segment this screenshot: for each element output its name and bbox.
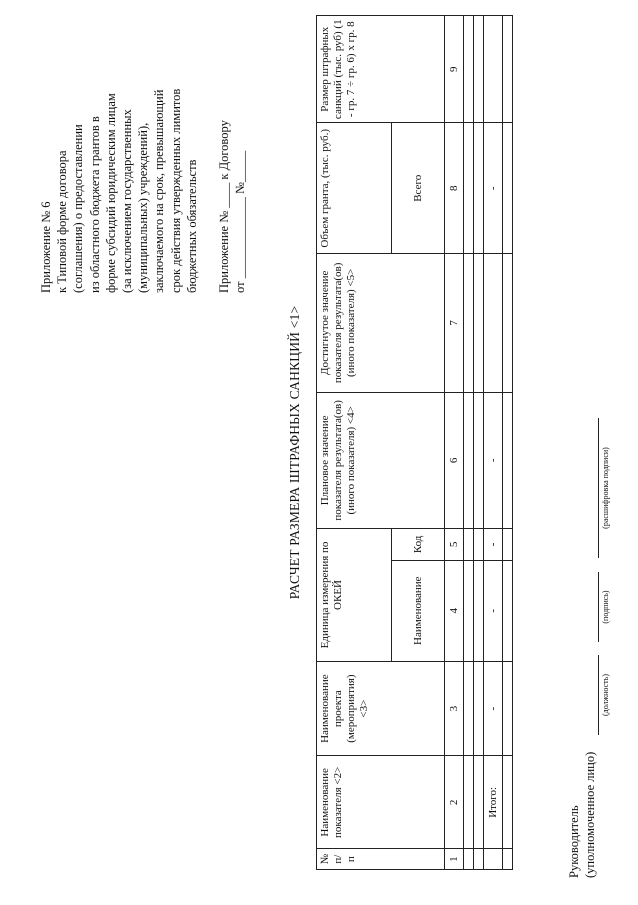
appendix-block — [38, 0, 248, 293]
appendix-ref-date-line: от _____________ №_____ — [233, 150, 248, 293]
header-num: № п/п — [317, 849, 445, 870]
appendix-line: (соглашения) о предоставлении — [71, 124, 86, 293]
total-cell: - — [484, 661, 503, 756]
total-label: Итого: — [484, 756, 503, 849]
signature-block — [566, 178, 626, 878]
col-number: 7 — [445, 254, 464, 392]
signature-field: (подпись) — [598, 572, 610, 642]
col-number: 4 — [445, 560, 464, 661]
total-cell: - — [484, 392, 503, 529]
total-cell: - — [484, 529, 503, 561]
header-okei-code: Код — [392, 529, 445, 561]
position-field: (должность) — [598, 655, 610, 735]
total-row — [484, 16, 503, 870]
signature-decoding-field: (расшифровка подписи) — [598, 418, 610, 558]
column-number-row — [445, 16, 464, 870]
col-number: 9 — [445, 16, 464, 123]
header-grant-total: Всего — [392, 123, 445, 254]
appendix-line: бюджетных обязательств — [184, 159, 199, 293]
table-row — [464, 16, 474, 870]
appendix-ref-line: Приложение № ____ к Договору — [217, 120, 232, 293]
header-penalty: Размер штрафных санкций (тыс. руб) (1 - гр. 7 ÷ гр. 6) x гр. 8 — [317, 16, 445, 123]
appendix-line: форме субсидий юридическим лицам — [103, 93, 118, 293]
header-indicator: Наименование показателя <2> — [317, 756, 445, 849]
signer-role-note: (уполномоченное лицо) — [583, 751, 597, 878]
col-number: 5 — [445, 529, 464, 561]
appendix-line: к Типовой форме договора — [55, 150, 70, 293]
header-achieved: Достигнутое значение показателя результата(ов) (иного показателя) <5> — [317, 254, 445, 392]
header-okei: Единица измерения по ОКЕЙ — [317, 529, 392, 662]
col-number: 3 — [445, 661, 464, 756]
header-project: Наименование проекта (мероприятия) <3> — [317, 661, 445, 756]
col-number: 8 — [445, 123, 464, 254]
appendix-line: срок действия утвержденных лимитов — [168, 88, 183, 293]
header-grant: Объем гранта, (тыс. руб.) — [317, 123, 392, 254]
appendix-line: из областного бюджета грантов в — [87, 116, 102, 293]
appendix-line: (за исключением государственных — [120, 109, 135, 293]
table-row — [503, 16, 513, 870]
total-cell: - — [484, 560, 503, 661]
total-cell: - — [484, 123, 503, 254]
appendix-line: заключаемого на срок, превышающий — [152, 89, 167, 293]
col-number: 1 — [445, 849, 464, 870]
table-row — [474, 16, 484, 870]
sanctions-table — [316, 15, 513, 870]
appendix-line: (муниципальных) учреждений), — [136, 122, 151, 293]
document-title: РАСЧЕТ РАЗМЕРА ШТРАФНЫХ САНКЦИЙ <1> — [287, 305, 302, 600]
col-number: 6 — [445, 392, 464, 529]
header-okei-name: Наименование — [392, 560, 445, 661]
appendix-line: Приложение № 6 — [39, 201, 53, 293]
col-number: 2 — [445, 756, 464, 849]
header-planned: Плановое значение показателя результата(ов) (иного показателя) <4> — [317, 392, 445, 529]
signer-role: Руководитель — [567, 805, 581, 878]
